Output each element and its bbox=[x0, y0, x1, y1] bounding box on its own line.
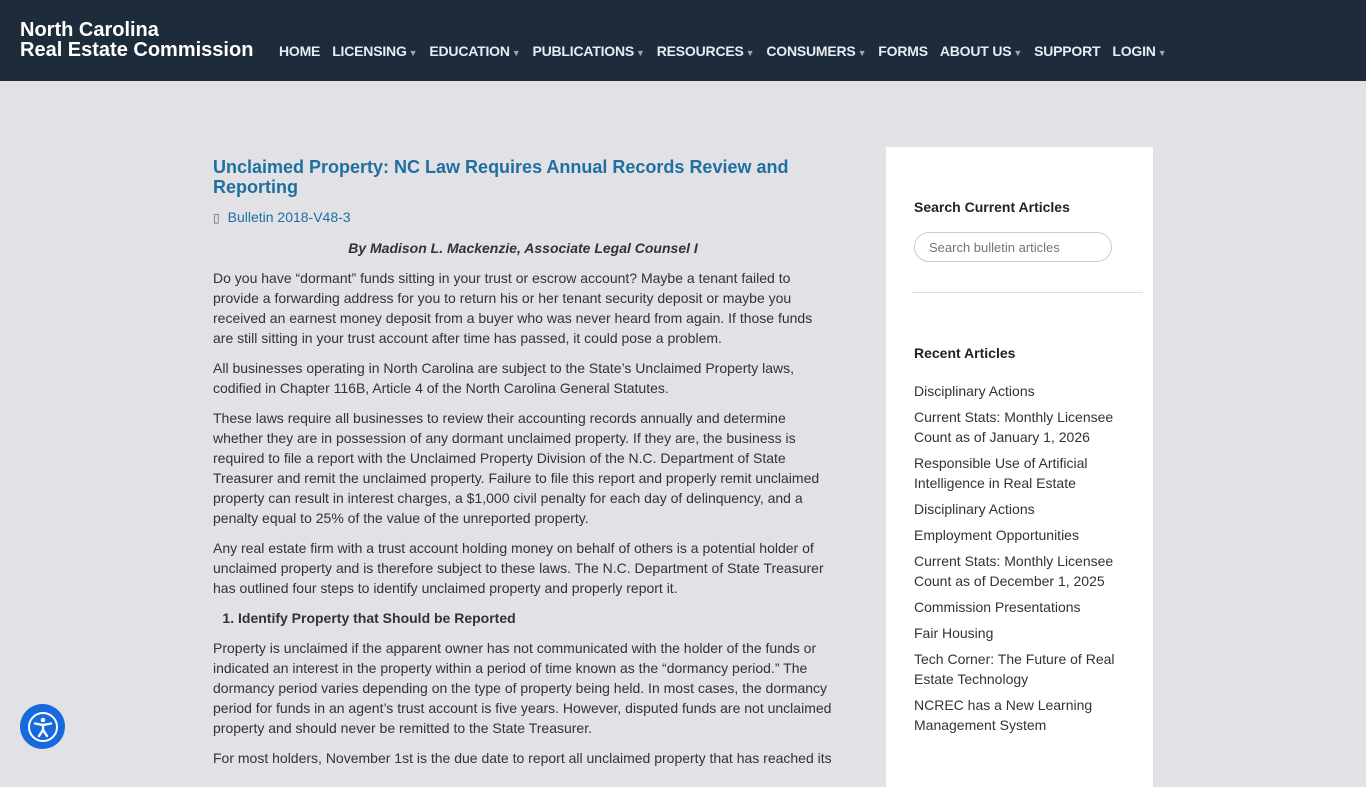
search-heading: Search Current Articles bbox=[914, 199, 1070, 215]
site-header bbox=[0, 0, 1366, 81]
chevron-down-icon: ▼ bbox=[408, 48, 418, 58]
article-title[interactable]: Unclaimed Property: NC Law Requires Annual Records Review and Reporting bbox=[213, 157, 789, 197]
recent-article-link[interactable]: Responsible Use of Artificial Intelligence in Real Estate bbox=[914, 455, 1088, 491]
nav-item-about-us[interactable] bbox=[940, 43, 1022, 59]
nav-label: CONSUMERS bbox=[766, 43, 856, 59]
recent-heading: Recent Articles bbox=[914, 345, 1016, 361]
nav-label: ABOUT US bbox=[939, 43, 1012, 59]
recent-article-link[interactable]: Disciplinary Actions bbox=[914, 383, 1035, 399]
bulletin-link[interactable]: Bulletin 2018-V48-3 bbox=[227, 209, 351, 225]
nav-label: LOGIN bbox=[1112, 43, 1156, 59]
paragraph: Any real estate firm with a trust account holding money on behalf of others is a potential holder of unclaimed property and is therefore subject to these laws. The N.C. Department of State Treasurer has outlined four steps to identify unclaimed property and properly report it. bbox=[213, 540, 824, 596]
divider bbox=[912, 292, 1143, 293]
nav-item-support[interactable] bbox=[1034, 43, 1100, 59]
accessibility-icon bbox=[27, 711, 59, 743]
main-nav bbox=[279, 43, 1178, 59]
article bbox=[213, 157, 833, 768]
recent-article-link[interactable]: Commission Presentations bbox=[914, 599, 1081, 615]
search-input[interactable] bbox=[914, 232, 1112, 262]
recent-article-link[interactable]: Tech Corner: The Future of Real Estate Technology bbox=[914, 651, 1115, 687]
sidebar bbox=[886, 147, 1153, 787]
document-icon: ▯ bbox=[213, 211, 220, 225]
nav-label: LICENSING bbox=[332, 43, 407, 59]
nav-label: PUBLICATIONS bbox=[532, 43, 635, 59]
nav-item-resources[interactable] bbox=[657, 43, 755, 59]
chevron-down-icon: ▼ bbox=[636, 48, 645, 58]
logo-line1: North Carolina bbox=[20, 19, 159, 41]
paragraph: Property is unclaimed if the apparent owner has not communicated with the holder of the funds or indicated an interest in the property within a period of time known as the “dormancy period.” The dormancy period varies depending on the type of property being held. In most cases, the dormancy period for funds in an agent’s trust account is five years. However, disputed funds are not unclaimed property and should never be remitted to the State Treasurer. bbox=[213, 640, 832, 736]
recent-article-link[interactable]: Fair Housing bbox=[914, 625, 994, 641]
nav-item-licensing[interactable] bbox=[332, 43, 417, 59]
paragraph: Do you have “dormant” funds sitting in your trust or escrow account? Maybe a tenant failed to provide a forwarding address for you to return his or her tenant security deposit or maybe you received an earnest money deposit from a buyer who was never heard from again. If those funds are still sitting in your trust account after time has passed, it could pose a problem. bbox=[213, 270, 813, 346]
chevron-down-icon: ▼ bbox=[745, 48, 755, 58]
chevron-down-icon: ▼ bbox=[1013, 48, 1023, 58]
nav-item-education[interactable] bbox=[429, 43, 520, 59]
logo-line2: Real Estate Commission bbox=[20, 39, 254, 61]
nav-label: RESOURCES bbox=[656, 43, 744, 59]
nav-label: SUPPORT bbox=[1034, 43, 1101, 59]
recent-article-link[interactable]: Current Stats: Monthly Licensee Count as of January 1, 2026 bbox=[914, 409, 1114, 445]
nav-label: HOME bbox=[279, 43, 321, 59]
recent-article-link[interactable]: Disciplinary Actions bbox=[914, 501, 1035, 517]
step-heading: 1. Identify Property that Should be Reported bbox=[238, 608, 833, 628]
nav-item-consumers[interactable] bbox=[766, 43, 866, 59]
recent-article-link[interactable]: Employment Opportunities bbox=[914, 527, 1079, 543]
paragraph: These laws require all businesses to review their accounting records annually and determine whether they are in possession of any dormant unclaimed property. If they are, the business is required to file a report with the Unclaimed Property Division of the N.C. Department of State Treasurer and remit the unclaimed property. Failure to file this report and properly remit unclaimed property can result in interest charges, a $1,000 civil penalty for each day of delinquency, and a penalty equal to 25% of the value of the unreported property. bbox=[213, 410, 820, 526]
chevron-down-icon: ▼ bbox=[511, 48, 521, 58]
nav-item-home[interactable] bbox=[279, 43, 320, 59]
byline: By Madison L. Mackenzie, Associate Legal Counsel I bbox=[348, 240, 698, 256]
chevron-down-icon: ▼ bbox=[857, 48, 867, 58]
nav-item-login[interactable] bbox=[1112, 43, 1166, 59]
paragraph: All businesses operating in North Carolina are subject to the State’s Unclaimed Property laws, codified in Chapter 116B, Article 4 of the North Carolina General Statutes. bbox=[213, 360, 795, 396]
chevron-down-icon: ▼ bbox=[1157, 48, 1167, 58]
site-logo[interactable] bbox=[20, 20, 253, 60]
paragraph: For most holders, November 1st is the due date to report all unclaimed property that has reached its bbox=[213, 750, 832, 766]
recent-articles-list bbox=[914, 381, 1125, 735]
nav-label: EDUCATION bbox=[429, 43, 510, 59]
nav-item-publications[interactable] bbox=[532, 43, 644, 59]
nav-item-forms[interactable] bbox=[878, 43, 928, 59]
recent-article-link[interactable]: Current Stats: Monthly Licensee Count as of December 1, 2025 bbox=[914, 553, 1114, 589]
accessibility-button[interactable] bbox=[20, 704, 65, 749]
nav-label: FORMS bbox=[878, 43, 928, 59]
recent-article-link[interactable]: NCREC has a New Learning Management System bbox=[914, 697, 1093, 733]
